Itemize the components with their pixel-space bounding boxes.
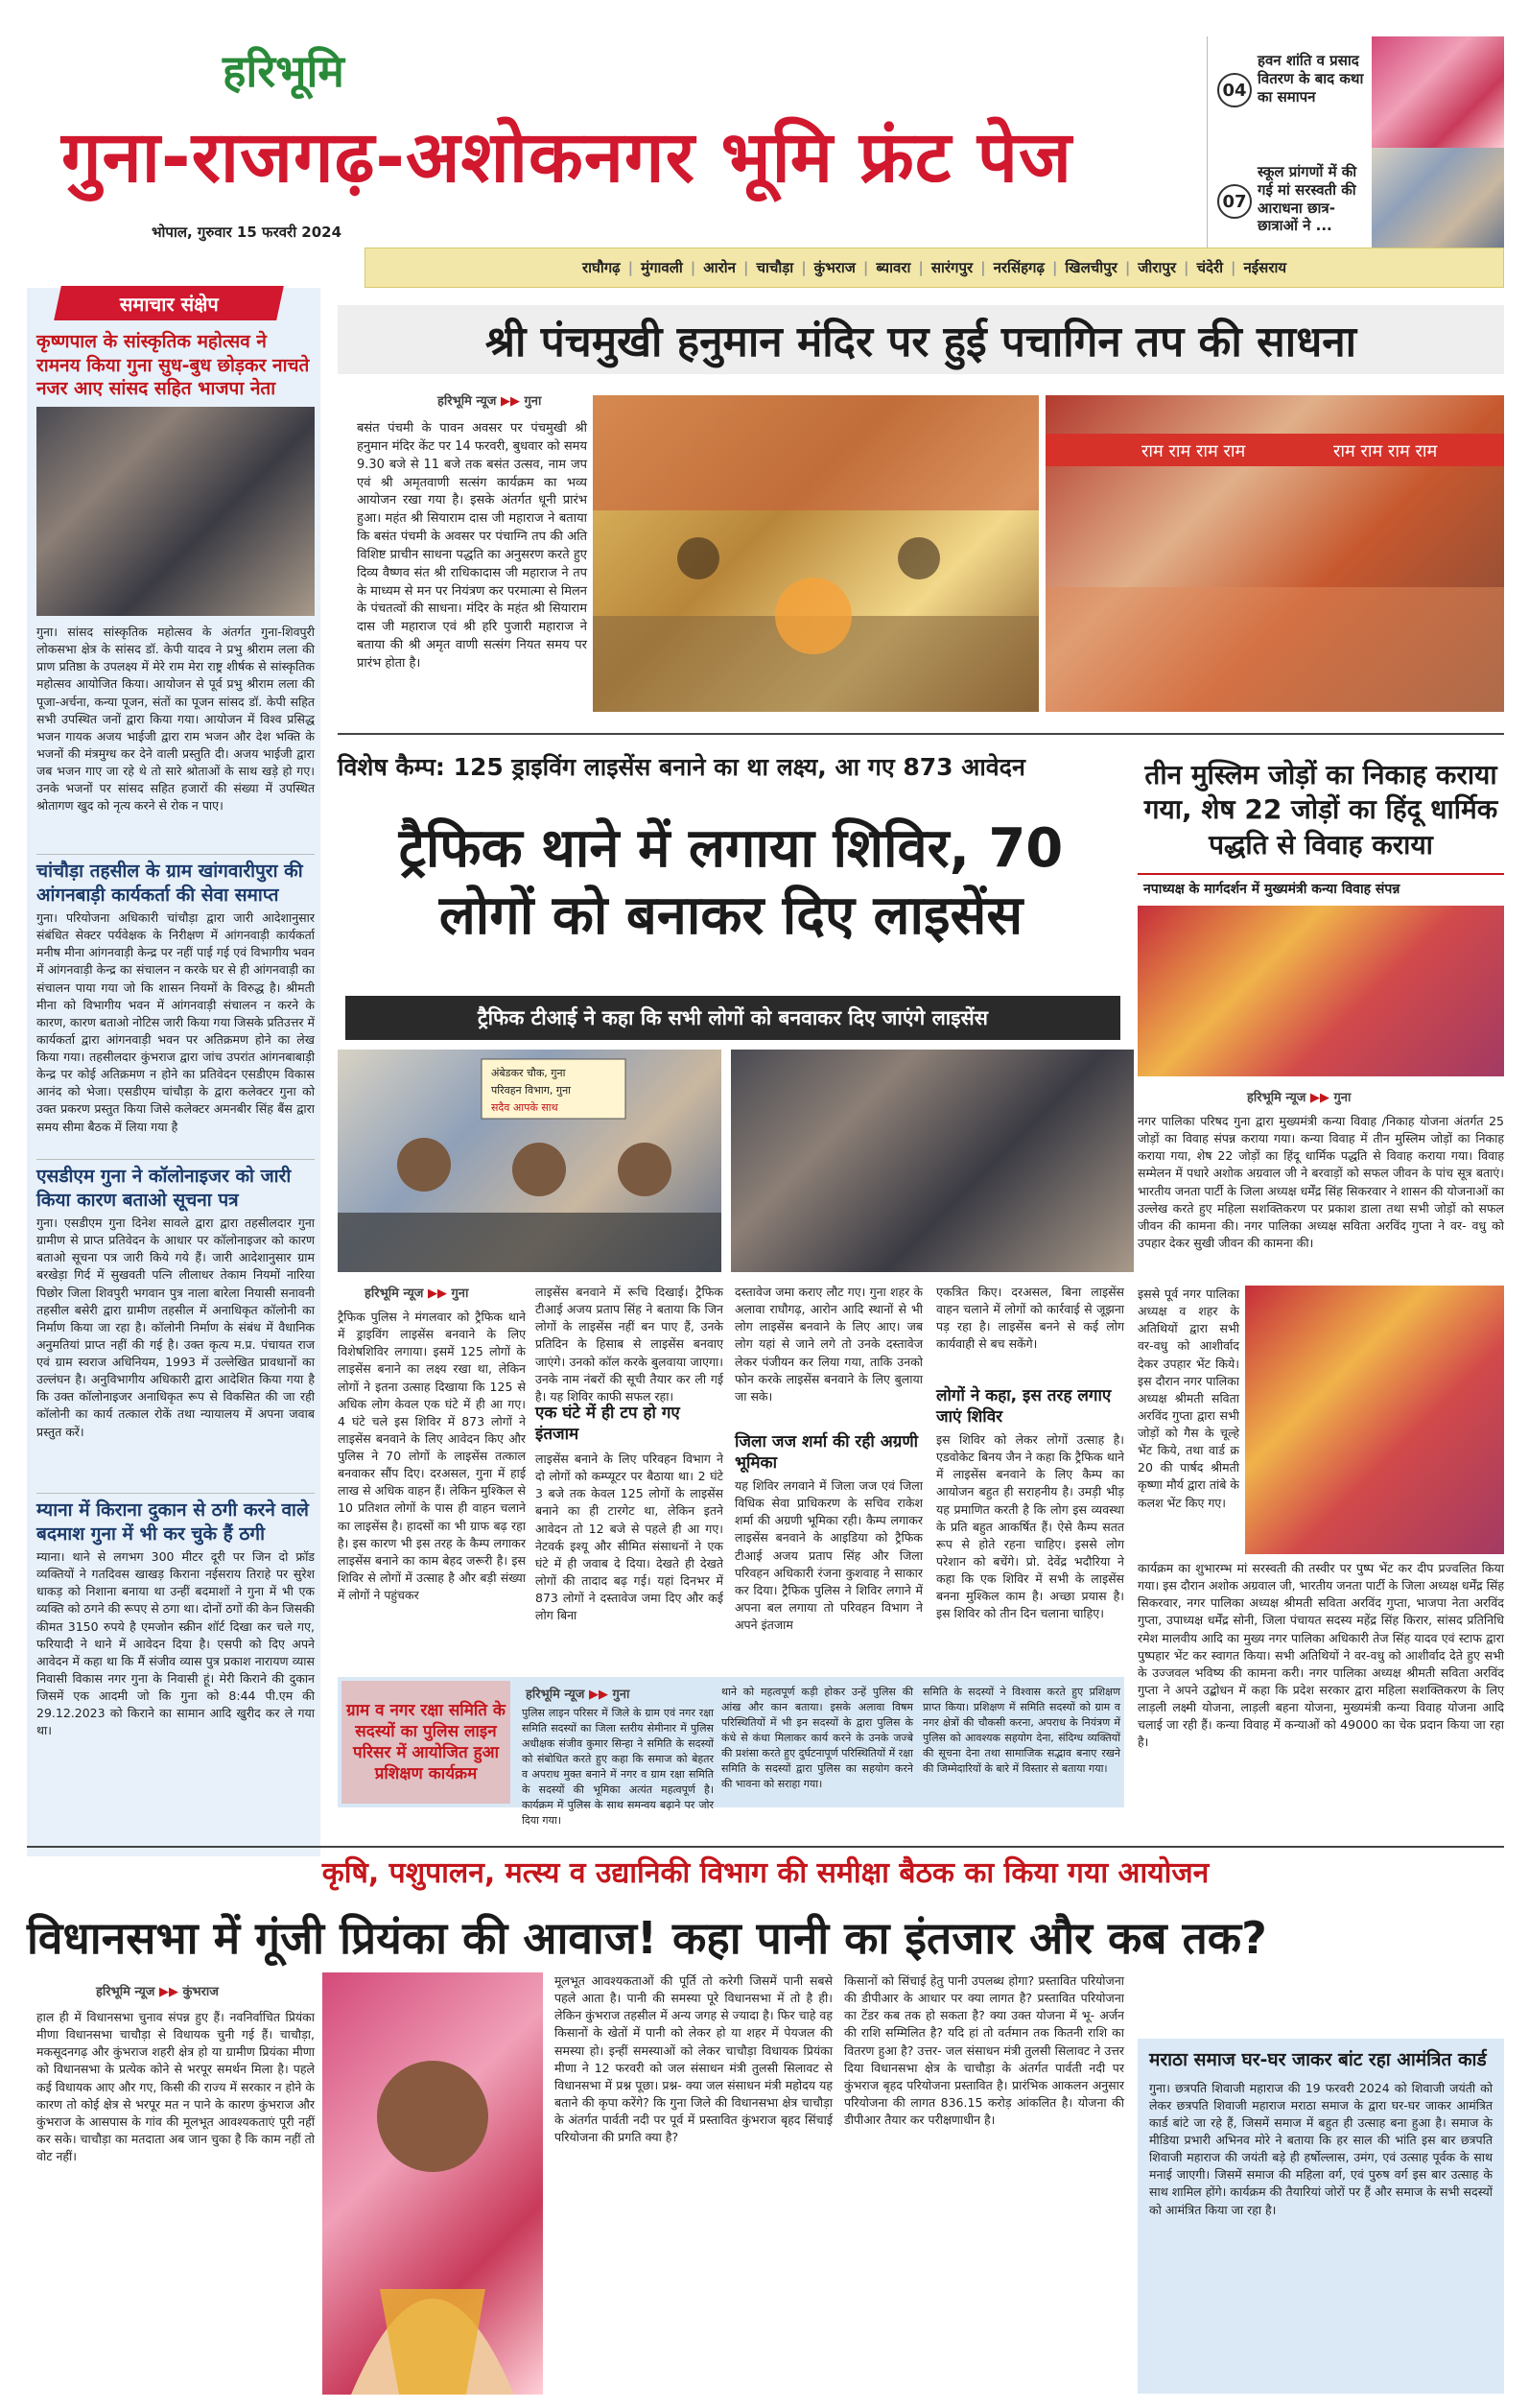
brief-headline[interactable]: चांचौड़ा तहसील के ग्राम खांगवारीपुरा की आंगनबाड़ी कार्यकर्ता की सेवा समाप्त [36, 861, 303, 906]
teaser-2[interactable] [1207, 148, 1504, 263]
brief-body: म्याना। थाने से लगभग 300 मीटर दूरी पर जिन दो फ्रॉड व्यक्तियों ने गतदिवस खाखड़ किराना नईसराय तिराहे पर सुरेश धाकड़ को निशाना बनाया था उन्हीं बदमाशों ने गुना में भी एक व्यक्ति को ठगने की रूपए से ठगा था। दोनों ठगों की केन जिसकी कीमत 3150 रुपये है एमजोन स्क्रीन शॉर्ट दिखा कर चले गए, फरियादी ने थाने में आवेदन दिया है। एसपी को दिए अपने आवेदन में कहा था कि मैं संजीव व्यास पुत्र प्रकाश नारायण व्यास निवासी विकास नगर गुना के निवासी हूं। मेरी किराने की दुकान जिसमें एक आदमी जो कि गुना को 8:44 पी.एम की 29.12.2023 को किराने का सामान आदि खुरीद कर ले गया था। [36, 1549, 315, 1738]
callout-headline[interactable]: ग्राम व नगर रक्षा समिति के सदस्यों का पुलिस लाइन परिसर में आयोजित हुआ प्रशिक्षण कार्यक्रम [341, 1681, 510, 1804]
story3-headline[interactable]: तीन मुस्लिम जोड़ों का निकाह कराया गया, शेष 22 जोड़ों का हिंदू धार्मिक पद्धति से विवाह कराया [1143, 759, 1498, 861]
story3-byline: हरिभूमि न्यूज ▶▶ गुना [1247, 1091, 1352, 1105]
divider [338, 733, 1504, 735]
teaser-text: हवन शांति व प्रसाद वितरण के बाद कथा का समापन [1258, 52, 1364, 106]
dateline: भोपाल, गुरुवार 15 फरवरी 2024 [152, 224, 342, 241]
sign-text: अंबेडकर चौक, गुना [491, 1067, 566, 1079]
story2-col4-subhead: लोगों ने कहा, इस तरह लगाए जाएं शिविर [936, 1386, 1112, 1428]
story2-col2: लाइसेंस बनवाने में रूचि दिखाई। ट्रैफिक टीआई अजय प्रताप सिंह ने बताया कि जिन लोगों के लाइसेंस नहीं बन पाए हैं, उनके प्रतिदिन के हिसाब से लाइसेंस बनवाए जाएंगे। उनको कॉल करके बुलवाया जाएगा। उनके नाम नंबरों की सूची तैयार कर ली गई है। यह शिविर काफी सफल रहा। [535, 1285, 723, 1404]
portrait-icon [322, 1972, 543, 2395]
story3-caption: नपाध्यक्ष के मार्गदर्शन में मुख्यमंत्री कन्या विवाह संपन्न [1138, 873, 1504, 902]
brief-body: गुना। एसडीएम गुना दिनेश सावले द्वारा द्वारा तहसीलदार गुना ग्रामीण से प्राप्त प्रतिवेदन के आधार पर कॉलोनाइजर को कारण बताओ सूचना पत्र जारी किये गये हैं। जारी आदेशानुसार ग्राम बरखेड़ा गिर्द में सुखवती पत्नि लीलाधर तेकाम नियमों नारिया पिछोर जिला शिवपुरी भगवान पुत्र नाला बारेला नियासी सनावनी तहसील बसेरी द्वारा ग्रामीण तहसील में अनाधिकृत कॉलोनी का निर्माण किया जा रहा है। कॉलोनी निर्माण के संबंध में वैधानिक अनुमतियां प्राप्त नहीं की गई है। उक्त कृत्य म.प्र. पंचायत राज एवं ग्राम स्वराज अधिनियम, 1993 में उल्लेखित प्रावधानों का उल्लंघन है। अनुविभागीय अधिकारी द्वारा आदेशित किया गया है कि उक्त कॉलोनाइजर अनाधिकृत रूप से विकसित की जा रही कॉलोनी का कार्य तत्काल रोकें तथा न्यायालय में अपना जवाब प्रस्तुत करें। [36, 1216, 315, 1439]
divider [36, 1493, 315, 1494]
town-link[interactable]: सारंगपुर [930, 259, 974, 276]
story1-photo-ritual [593, 395, 1039, 712]
story2-col3: दस्तावेज जमा कराए लौट गए। गुना शहर के अलावा राघौगढ़, आरोन आदि स्थानों से भी लोग लाइसेंस बनवाने के लिए आए। जब लोग यहां से जाने लगे तो उनके दस्तावेज लेकर पंजीयन कर लिया गया, ताकि उनको फोन करके लाइसेंस बनवाने के लिए बुलाया जा सके। [735, 1285, 923, 1404]
story5-body: गुना। छत्रपति शिवाजी महाराज की 19 फरवरी 2024 को शिवाजी जयंती को लेकर छत्रपति शिवाजी महाराज मराठा समाज के द्वारा घर-घर जाकर आमंत्रित कार्ड बांटे जा रहे हैं, जिसमें समाज में बहुत ही उत्साह बना हुआ है। समाज के मीडिया प्रभारी अभिनव मोरे ने बताया कि हर साल की भांति इस बार छत्रपति शिवाजी महाराज की जयंती बड़े ही हर्षोल्लास, उमंग, एवं उत्साह पूर्वक के साथ मनाई जाएगी। जिसमें समाज की महिला वर्ग, एवं पुरुष वर्ग इस बार उत्साह के साथ शामिल होंगे। कार्यक्रम की तैयारियां जोरों पर हैं और समाज के सभी सदस्यों को आमंत्रित किया जा रहा है। [1149, 2080, 1493, 2217]
teaser-photo [1372, 148, 1504, 261]
story4-col4: किसानों को सिंचाई हेतु पानी उपलब्ध होगा? प्रस्तावित परियोजना की डीपीआर के आधार पर क्या लागत है? प्रस्तावित परियोजना का टेंडर कब तक हो सकता है? क्या उक्त योजना में भू- अर्जन की राशि सम्मिलित है? यदि हां तो वर्तमान तक कितनी राशि का वितरण हुआ है? उत्तर- जल संसाधन मंत्री तुलसी सिलावट ने उत्तर दिया विधानसभा क्षेत्र के चाचौड़ा के अंतर्गत पार्वती नदी पर कुंभराज बृहद परियोजना प्रस्तावित है। प्रारंभिक आकलन अनुसार परियोजना की लागत 836.15 करोड़ आंकलित है। योजना की डीपीआर तैयार कर परीक्षणाधीन है। [844, 1973, 1124, 2127]
story5-headline[interactable]: मराठा समाज घर-घर जाकर बांट रहा आमंत्रित कार्ड [1149, 2049, 1487, 2070]
brief-headline[interactable]: कृष्णपाल के सांस्कृतिक महोत्सव ने रामनय किया गुना सुध-बुध छोड़कर नाचते नजर आए सांसद सहित भाजपा नेता [36, 331, 310, 400]
brief-headline[interactable]: म्याना में किराना दुकान से ठगी करने वाले बदमाश गुना में भी कर चुके हैं ठगी [36, 1499, 309, 1545]
story1-headline[interactable]: श्री पंचमुखी हनुमान मंदिर पर हुई पचागिन तप की साधना [338, 305, 1504, 374]
teaser-photo [1372, 36, 1504, 150]
callout-col1: पुलिस लाइन परिसर में जिले के ग्राम एवं नगर रक्षा समिति सदस्यों का जिला स्तरीय सेमीनार में पुलिस अधीक्षक संजीव कुमार सिन्हा ने समिति के सदस्यों को संबोधित करते हुए कहा कि समाज को बेहतर व अपराध मुक्त बनाने में नगर व ग्राम रक्षा समिति के सदस्यों की भूमिका अत्यंत महत्वपूर्ण है। कार्यक्रम में पुलिस के साथ समन्वय बढ़ाने पर जोर दिया गया। [522, 1707, 714, 1827]
brief-photo [36, 407, 315, 616]
story2-col1: ट्रैफिक पुलिस ने मंगलवार को ट्रैफिक थाने में ड्राइविंग लाइसेंस बनवाने के लिए विशेषशिविर लगाया। इसमें 125 लोगों के लाइसेंस बनाने का लक्ष्य रखा था, लेकिन लोगों ने इतना उत्साह दिखाया कि 125 से अधिक लोग केवल एक घंटे में ही आ गए। 4 घंटे चले इस शिविर में 873 लोगों ने लाइसेंस बनवाने के लिए आवेदन किए और पुलिस ने 70 लोगों के लाइसेंस तत्काल बनवाकर सौंप दिए। दरअसल, गुना में हाई लाख से अधिक वाहन हैं। लेकिन मुश्किल से 10 प्रतिशत लोगों के पास ही वाहन चलाने का लाइसेंस है। हादसों का भी ग्राफ बढ़ रहा है। इस कारण भी इस तरह के कैम्प लगाकर लाइसेंस बनाने का काम बेहद जरूरी है। इस शिविर से लोगों में उत्साह है और बड़ी संख्या में लोगों ने पहुंचकर [338, 1310, 526, 1602]
story4-byline: हरिभूमि न्यूज ▶▶ कुंभराज [96, 1985, 219, 1999]
brief-headline[interactable]: एसडीएम गुना ने कॉलोनाइजर को जारी किया कारण बताओ सूचना पत्र [36, 1166, 292, 1211]
story3-photo-couple [1245, 1286, 1504, 1554]
town-link[interactable]: कुंभराज [813, 259, 856, 276]
story2-byline: हरिभूमि न्यूज ▶▶ गुना [365, 1287, 469, 1301]
story2-col3-subhead: जिला जज शर्मा की रही अग्रणी भूमिका [735, 1432, 919, 1474]
town-link[interactable]: राघौगढ़ [581, 259, 621, 276]
ritual-scene-icon [593, 395, 1039, 712]
brand-logo: हरिभूमि [223, 45, 344, 97]
crowd-scene-icon [1046, 395, 1504, 712]
teaser-number: 04 [1217, 73, 1252, 107]
story4-col3: मूलभूत आवश्यकताओं की पूर्ति तो करेगी जिसमें पानी सबसे पहले आता है। पानी की समस्या पूरे विधानसभा में तो है ही। लेकिन कुंभराज तहसील में अन्य जगह से ज्यादा है। फिर चाहे वह किसानों के खेतों में पानी को लेकर हो या शहर में पेयजल की समस्या हो। इन्हीं समस्याओं को लेकर चाचौड़ा विधायक प्रियंका मीणा ने 12 फरवरी को जल संसाधन मंत्री तुलसी सिलावट से विधानसभा में प्रश्न पूछा। प्रश्न- क्या जल संसाधन मंत्री महोदय यह बताने की कृपा करेंगे? कि गुना जिले की विधानसभा क्षेत्र चाचौड़ा के अंतर्गत पार्वती नदी पर पूर्व में प्रस्तावित कुंभराज बृहद सिंचाई परियोजना की प्रगति क्या है? [554, 1973, 833, 2145]
town-link[interactable]: आरोन [703, 259, 736, 276]
story2-photo-crowd [731, 1050, 1134, 1272]
page-title: गुना-राजगढ़-अशोकनगर भूमि फ्रंट पेज [61, 116, 1072, 199]
story3-photo-wedding [1138, 906, 1504, 1076]
story2-col2b: लाइसेंस बनाने के लिए परिवहन विभाग ने दो लोगों को कम्प्यूटर पर बैठाया था। 2 घंटे 3 बजे तक केवल 125 लोगों के लाइसेंस बनाने का ही टारगेट था, लेकिन इतने आवेदन तो 12 बजे से पहले ही आ गए। नेटवर्क इश्यू और सीमित संसाधनों ने एक घंटे में ही जवाब दे दिया। देखते ही देखते लोगों की तादाद बढ़ गई। यहां दिनभर में 873 लोगों ने दस्तावेज जमा दिए और कई लोग बिना [535, 1452, 723, 1623]
town-link[interactable]: नरसिंहगढ़ [993, 259, 1045, 276]
story2-kicker[interactable]: विशेष कैम्प: 125 ड्राइविंग लाइसेंस बनाने का था लक्ष्य, आ गए 873 आवेदन [338, 753, 1025, 781]
meeting-banner[interactable]: कृषि, पशुपालन, मत्स्य व उद्यानिकी विभाग की समीक्षा बैठक का किया गया आयोजन [321, 1856, 1210, 1890]
story2-col4: एकत्रित किए। दरअसल, बिना लाइसेंस वाहन चलाने में लोगों को कार्रवाई से जूझना पड़ रहा है। लाइसेंस बनने से कई लोग कार्यवाही से बच सकेंगे। [936, 1285, 1124, 1352]
callout-byline: हरिभूमि न्यूज ▶▶ गुना [526, 1688, 630, 1702]
brief-body: गुना। परियोजना अधिकारी चांचौड़ा द्वारा जारी आदेशानुसार संबंधित सेक्टर पर्यवेक्षक के निरीक्षण में आंगनवाड़ी कार्यकर्ता मनीष मीना आंगनवाड़ी केन्द्र पर नहीं पाई गई एवं विभागीय भवन में आंगनवाड़ी केन्द्र का संचालन न करके घर से ही आंगनवाड़ी का संचालन पाया गया जो कि शासन नियमों के विरुद्ध है। श्रीमती मीना को विभागीय भवन में आंगनवाड़ी संचालन न करने के कारण, कारण बताओ नोटिस जारी किया गया जिसके प्रतिउत्तर में कार्यकर्ता द्वारा आंगनवाड़ी भवन पर अतिक्रमण होने का लेख किया गया। तहसीलदार कुंभराज द्वारा जांच उपरांत आंगनबाबाड़ी केन्द्र पर कोई अतिक्रमण न होने का प्रतिवेदन एसडीएम विकास आनंद को भेजा। एसडीएम चांचौड़ा के द्वारा कलेक्टर गुना को उक्त प्रकरण प्रस्तुत किया जिसे कलेक्टर अमनबीर सिंह बैंस द्वारा समय सीमा बैठक में लिया गया है [36, 910, 315, 1134]
callout-col2: थाने को महत्वपूर्ण कड़ी होकर उन्हें पुलिस की आंख और कान बताया। इसके अलावा विषम परिस्थितियों में भी इन सदस्यों के द्वारा पुलिस के कंधे से कंधा मिलाकर कार्य करने के उनके जज्बे की प्रशंसा करते हुए दुर्घटनापूर्ण परिस्थितियों में रक्षा समिति के सदस्यों द्वारा पुलिस का सहयोग करने की भावना को सराहा गया। [721, 1686, 913, 1790]
story3-body3: कार्यक्रम का शुभारम्भ मां सरस्वती की तस्वीर पर पुष्प भेंट कर दीप प्रज्वलित किया गया। इस दौरान अशोक अग्रवाल जी, भारतीय जनता पार्टी के जिला अध्यक्ष धर्मेंद्र सिंह सिकरवार, नगर पालिका अध्यक्ष श्रीमती सविता अरविंद गुप्ता, भाजपा नेता अरविंद गुप्ता, उपाध्यक्ष धर्मेंद्र सोनी, जिला पंचायत सदस्य महेंद्र सिंह किरार, सांसद प्रतिनिधि रमेश मालवीय आदि का मुख्य नगर पालिका अधिकारी तेज सिंह यादव एवं स्टाफ द्वारा पुष्पहार भेंट कर स्वागत किया। सभी अतिथियों ने वर-वधु को आशीर्वाद देते हुए सभी के उज्जवल भविष्य की कामना करी। नगर पालिका अध्यक्ष श्रीमती सविता अरविंद गुप्ता ने अपने उद्बोधन में कहा कि प्रदेश सरकार द्वारा महिला सशक्तिकरण के लिए लाड़ली लक्ष्मी योजना, लाड़ली बहना योजना, मुख्यमंत्री कन्या विवाह योजना आदि चलाई जा रही हैं। कन्या विवाह में कन्याओं को 49000 का चेक प्रदान किया जा रहा है। [1138, 1561, 1504, 1750]
divider [36, 1159, 315, 1160]
story4-photo-mla [322, 1972, 543, 2395]
story2-col3b: यह शिविर लगवाने में जिला जज एवं जिला विधिक सेवा प्राधिकरण के सचिव राकेश शर्मा की अग्रणी भूमिका रही। कैम्प लगाकर लाइसेंस बनवाने के आइडिया को ट्रैफिक टीआई अजय प्रताप सिंह और जिला परिवहन अधिकारी रंजना कुशवाह ने साकार कर दिया। ट्रैफिक पुलिस ने शिविर लगाने में अपना बल लगाया तो परिवहन विभाग ने अपने इंतजाम [735, 1478, 923, 1632]
town-link[interactable]: खिलचीपुर [1065, 259, 1117, 276]
divider [36, 854, 315, 855]
story1-body: बसंत पंचमी के पावन अवसर पर पंचमुखी श्री हनुमान मंदिर केंट पर 14 फरवरी, बुधवार को समय 9.30 बजे से 11 बजे तक बसंत उत्सव, नाम जप एवं श्री अमृतवाणी सत्संग कार्यक्रम का भव्य आयोजन रखा गया है। इसके अंतर्गत धूनी प्रारंभ हुआ। महंत श्री सियाराम दास जी महाराज ने बताया कि बसंत पंचमी के अवसर पर पंचाग्नि तप की अति विशिष्ट प्राचीन साधना पद्धति का अनुसरण करते हुए दिव्य वैष्णव संत श्री राधिकादास जी महाराज ने तप के माध्यम से मन पर नियंत्रण कर परमात्मा से मिलन के पंचतत्वों की साधना। मंदिर के महंत श्री सियाराम दास जी महाराज एवं श्री हरि पुजारी महाराज ने बताया की श्री अमृत वाणी सत्संग नियत समय पर प्रारंभ होता है। [357, 421, 587, 671]
story2-headline[interactable]: ट्रैफिक थाने में लगाया शिविर, 70 लोगों को बनाकर दिए लाइसेंस [398, 817, 1064, 947]
maratha-box [1138, 2039, 1504, 2394]
brief-body: गुना। सांसद सांस्कृतिक महोत्सव के अंतर्गत गुना-शिवपुरी लोकसभा क्षेत्र के सांसद डॉ. केपी यादव ने प्रभु श्रीराम लला की प्राण प्रतिष्ठा के उपलक्ष्य में मेरे राम मेरा राष्ट्र शीर्षक से सांस्कृतिक महोत्सव आयोजित किया। आयोजन से पूर्व प्रभु श्रीराम लला की पूजा-अर्चना, कन्या पूजन, संतों का पूजन सांसद डॉ. केपी सहित सभी उपस्थित जनों द्वारा किया गया। आयोजन में विश्व प्रसिद्ध भजन गायक अजय भाईजी द्वारा राम भजन और देश भक्ति के भजनों की मंत्रमुग्ध कर देने वाली प्रस्तुति दी। अजय भाईजी द्वारा जब भजन गाए जा रहे थे तो सारे श्रोताओं के साथ खड़े हो गए। उनके भजनों पर सांसद सहित हजारों की संख्या में उपस्थित श्रोतागण खुद को नृत्य करने से रोक न पाए। [36, 625, 315, 814]
story4-col1: हाल ही में विधानसभा चुनाव संपन्न हुए हैं। नवनिर्वाचित प्रियंका मीणा विधानसभा चाचौड़ा से विधायक चुनी गई हैं। चाचौड़ा, मकसूदनगढ़ और कुंभराज शहरी क्षेत्र हो या ग्रामीण प्रियंका मीणा को विधानसभा के प्रत्येक कोने से भरपूर समर्थन मिला है। पहले कई विधायक आए और गए, किसी की राज्य में सरकार न होने के कारण तो कोई क्षेत्र से भरपूर मत न पाने के कारण कुंभराज और कुंभराज के आसपास के गांव की मूलभूत आवश्यकताएं पूरी नहीं कर सके। चाचौड़ा का मतदाता अब जान चुका है कि काम नहीं तो वोट नहीं। [36, 2010, 315, 2163]
sidebar-header: समाचार संक्षेप [54, 286, 284, 320]
town-link[interactable]: मुंगावली [641, 259, 683, 276]
sign-text: सदैव आपके साथ [491, 1101, 558, 1114]
town-nav-strip: राघौगढ़ | मुंगावली | आरोन | चाचौड़ा | कुंभराज | ब्यावरा | सारंगपुर | नरसिंहगढ़ | खिलचीपुर | जीरापुर | चंदेरी | नईसराय [365, 248, 1504, 288]
banner-text: राम राम राम राम [1141, 441, 1246, 461]
story3-body1: नगर पालिका परिषद गुना द्वारा मुख्यमंत्री कन्या विवाह /निकाह योजना अंतर्गत 25 जोड़ों का विवाह संपन्न कराया गया। कन्या विवाह में तीन मुस्लिम जोड़ों का निकाह कराया गया, शेष 22 जोड़ों का हिंदू धार्मिक पद्धति से विवाह कराया गया। विवाह सम्मेलन में पधारे अशोक अग्रवाल जी ने बरवाड़ों को सफल जीवन के पांच सूत्र बताएं। भारतीय जनता पार्टी के जिला अध्यक्ष धर्मेंद्र सिंह सिकरवार ने शासन की योजनाओं का उल्लेख करते हुए महिला सशक्तिकरण पर प्रकाश डाला तथा सभी जोड़ों को सफल जीवन की कामना की। नगर पालिका अध्यक्ष सविता अरविंद गुप्ता ने वर- वधु को उपहार देकर सुखी जीवन की कामना की। [1138, 1114, 1504, 1250]
story1-photo-crowd [1046, 395, 1504, 712]
town-link[interactable]: ब्यावरा [876, 259, 911, 276]
story3-body2: इससे पूर्व नगर पालिका अध्यक्ष व शहर के अतिथियों द्वारा सभी वर-वधु को आशीर्वाद देकर उपहार भेंट किये। इस दौरान नगर पालिका अध्यक्ष श्रीमती सविता अरविंद गुप्ता द्वारा सभी जोड़ों को गैस के चूल्हे भेंट किये, तथा वार्ड क्र 20 की पार्षद श्रीमती कृष्णा मौर्य द्वारा तांबे के कलश भेंट किए गए। [1138, 1287, 1239, 1510]
town-link[interactable]: चाचौड़ा [756, 259, 794, 276]
story1-byline: हरिभूमि न्यूज ▶▶ गुना [437, 394, 542, 409]
town-link[interactable]: नईसराय [1243, 259, 1287, 276]
teaser-number: 07 [1217, 184, 1252, 219]
callout-col3: समिति के सदस्यों ने विश्वास करते हुए प्रशिक्षण प्राप्त किया। प्रशिक्षण में समिति सदस्यों को ग्राम व नगर क्षेत्रों की चौकसी करना, अपराध के नियंत्रण में पुलिस को आवश्यक सहयोग देना, संदिग्ध व्यक्तियों की सूचना देना तथा सामाजिक सद्भाव बनाए रखने की जिम्मेदारियों के बारे में विस्तार से बताया गया। [923, 1686, 1120, 1775]
story2-subhead: ट्रैफिक टीआई ने कहा कि सभी लोगों को बनवाकर दिए जाएंगे लाइसेंस [345, 996, 1120, 1040]
banner-text: राम राम राम राम [1333, 441, 1438, 461]
sign-text: परिवहन विभाग, गुना [491, 1084, 572, 1097]
town-link[interactable]: चंदेरी [1196, 259, 1223, 276]
story2-photo-officials [338, 1050, 721, 1272]
story4-headline[interactable]: विधानसभा में गूंजी प्रियंका की आवाज! कहा पानी का इंतजार और कब तक? [27, 1912, 1267, 1964]
town-link[interactable]: जीरापुर [1138, 259, 1176, 276]
teaser-1[interactable] [1207, 36, 1504, 152]
story2-col2-subhead: एक घंटे में ही टप हो गए इंतजाम [535, 1404, 680, 1445]
story2-col4b: इस शिविर को लेकर लोगों उत्साह है। एडवोकेट बिनय जैन ने कहा कि ट्रैफिक थाने में लाइसेंस बनवाने के लिए कैम्प का आयोजन बहुत ही सराहनीय है। उमड़ी भीड़ यह प्रमाणित करती है कि लोग इस व्यवस्था के प्रति बहुत आकर्षित हैं। ऐसे कैम्प सतत रूप से होते रहना चाहिए। इससे लोग परेशान को बचेंगे। प्रो. देवेंद्र भदौरिया ने कहा कि एक शिविर में सभी के लाइसेंस बनना मुश्किल काम है। अच्छा प्रयास है। इस शिविर को तीन दिन चलाना चाहिए। [936, 1432, 1124, 1621]
officials-scene-icon [338, 1050, 721, 1272]
teaser-text: स्कूल प्रांगणों में की गई मां सरस्वती की आराधना छात्र-छात्राओं ने ... [1258, 163, 1357, 235]
divider [27, 1846, 1504, 1848]
